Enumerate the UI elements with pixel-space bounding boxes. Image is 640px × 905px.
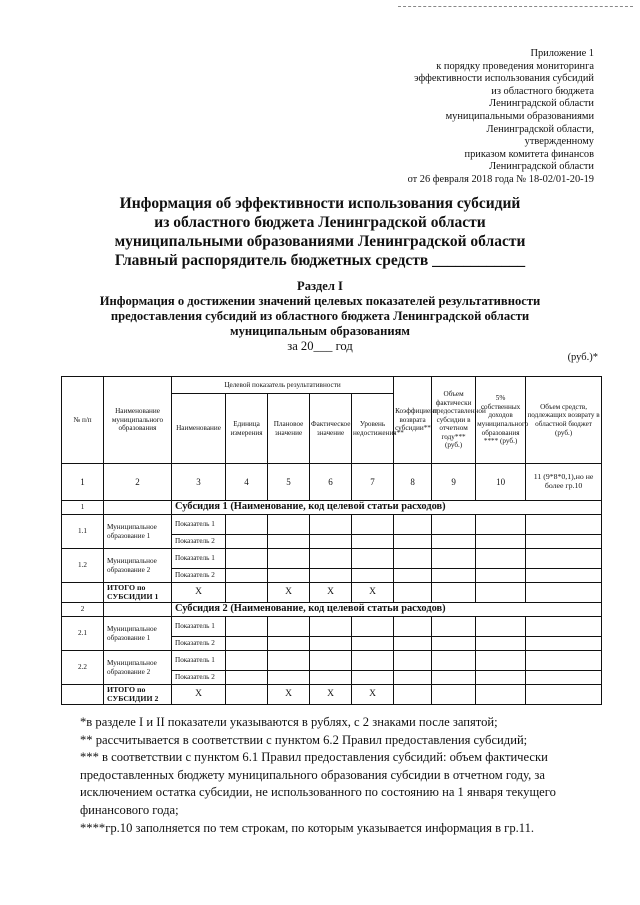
appendix-line: муниципальными образованиями: [445, 110, 594, 122]
empty-cell: [226, 549, 268, 569]
document-title: [90, 194, 550, 270]
empty-cell: [476, 515, 526, 535]
empty-cell: [476, 637, 526, 651]
subsidy-num: 2: [62, 603, 104, 617]
empty-cell: [352, 549, 394, 569]
title-line: муниципальными образованиями Ленинградской области: [114, 233, 526, 250]
empty-cell: [476, 671, 526, 685]
mo-name: Муниципальное образование 1: [104, 515, 172, 549]
empty-cell: [352, 569, 394, 583]
empty-cell: [352, 637, 394, 651]
empty-cell: [476, 651, 526, 671]
title-line: Главный распорядитель бюджетных средств ____________: [114, 252, 526, 269]
header-actual: Фактическое значение: [310, 394, 352, 464]
empty-cell: [394, 651, 432, 671]
empty-cell: [432, 637, 476, 651]
empty-cell: [352, 535, 394, 549]
row-num: 1.1: [62, 515, 104, 549]
empty-cell: [526, 671, 602, 685]
empty-cell: [268, 651, 310, 671]
header-coef: Коэффициент возврата субсидии**: [394, 377, 432, 464]
empty-cell: [310, 535, 352, 549]
col-number: 5: [268, 464, 310, 501]
empty-cell: [476, 569, 526, 583]
section-line: Информация о достижении значений целевых показателей результативности: [99, 294, 541, 308]
col-number: 6: [310, 464, 352, 501]
appendix-line: приказом комитета финансов: [464, 148, 594, 160]
empty-cell: [476, 685, 526, 705]
appendix-line: Ленинградской области: [489, 161, 594, 173]
x-mark: Х: [352, 685, 394, 705]
empty-cell: [432, 617, 476, 637]
header-mo-name: Наименование муниципального образования: [104, 377, 172, 464]
col-number: 3: [172, 464, 226, 501]
empty-cell: [268, 535, 310, 549]
section-line: предоставления субсидий из областного бюджета Ленинградской области: [110, 309, 530, 323]
col-number: 7: [352, 464, 394, 501]
empty-cell: [226, 637, 268, 651]
page-edge-mark: [398, 6, 633, 7]
subsidy-title: Субсидия 2 (Наименование, код целевой статьи расходов): [172, 603, 602, 617]
empty-cell: [226, 671, 268, 685]
empty-cell: [268, 549, 310, 569]
indicator-name: Показатель 1: [172, 515, 226, 535]
empty-cell: [432, 549, 476, 569]
mo-name: Муниципальное образование 2: [104, 549, 172, 583]
header-volume: Объем фактически предоставленной субсидии в отчетном году*** (руб.): [432, 377, 476, 464]
empty-cell: [310, 651, 352, 671]
col-number: 10: [476, 464, 526, 501]
appendix-line: утвержденному: [524, 136, 594, 148]
empty-cell: [476, 549, 526, 569]
mo-name: Муниципальное образование 1: [104, 617, 172, 651]
empty-cell: [352, 515, 394, 535]
empty-cell: [432, 583, 476, 603]
header-num: № п/п: [62, 377, 104, 464]
appendix-block: [294, 48, 594, 187]
empty-cell: [476, 617, 526, 637]
empty-cell: [268, 569, 310, 583]
footnote: ****гр.10 заполняется по тем строкам, по которым указывается информация в гр.11.: [80, 820, 535, 835]
row-num: 2.2: [62, 651, 104, 685]
empty-cell: [526, 651, 602, 671]
appendix-line: к порядку проведения мониторинга: [436, 60, 594, 72]
col-number: 8: [394, 464, 432, 501]
header-planned: Плановое значение: [268, 394, 310, 464]
header-unit: Единица измерения: [226, 394, 268, 464]
empty-cell: [268, 637, 310, 651]
title-line: Информация об эффективности использования субсидий: [119, 195, 521, 212]
footnote: *в разделе I и II показатели указываются в рублях, с 2 знаками после запятой;: [80, 715, 498, 729]
header-indicator-name: Наименование: [172, 394, 226, 464]
section-heading: Раздел I: [297, 279, 343, 293]
empty-cell: [226, 535, 268, 549]
empty-cell: [394, 515, 432, 535]
empty-cell: [476, 583, 526, 603]
indicator-name: Показатель 2: [172, 535, 226, 549]
x-mark: Х: [310, 583, 352, 603]
col-number: 4: [226, 464, 268, 501]
indicator-name: Показатель 2: [172, 637, 226, 651]
subsidy-num: 1: [62, 501, 104, 515]
empty-cell: [310, 515, 352, 535]
empty-cell: [226, 583, 268, 603]
empty-cell: [268, 617, 310, 637]
empty-cell: [352, 651, 394, 671]
row-num: 1.2: [62, 549, 104, 583]
x-mark: Х: [310, 685, 352, 705]
empty-cell: [394, 535, 432, 549]
footnote: ** рассчитывается в соответствии с пунктом 6.2 Правил предоставления субсидий;: [80, 732, 528, 747]
empty-cell: [352, 617, 394, 637]
empty-cell: [526, 583, 602, 603]
empty-cell: [62, 685, 104, 705]
x-mark: Х: [172, 685, 226, 705]
empty-cell: [432, 569, 476, 583]
empty-cell: [394, 637, 432, 651]
section-year: за 20___ год: [287, 339, 353, 353]
indicator-name: Показатель 2: [172, 671, 226, 685]
footnotes: [80, 714, 580, 837]
empty-cell: [268, 671, 310, 685]
header-own-funds: 5% собственных доходов муниципального образования **** (руб.): [476, 377, 526, 464]
empty-cell: [310, 671, 352, 685]
empty-cell: [226, 651, 268, 671]
x-mark: Х: [268, 583, 310, 603]
footnote: *** в соответствии с пунктом 6.1 Правил предоставления субсидий: объем фактически предоставленных бюджету муниципального образования субсидии в отчетном году, за исключением остатка субсидии, не использованного по состоянию на 1 января текущего финансового года;: [80, 750, 556, 817]
x-mark: Х: [172, 583, 226, 603]
col-number: 1: [62, 464, 104, 501]
header-level: Уровень недостижения**: [352, 394, 394, 464]
subsidy-title: Субсидия 1 (Наименование, код целевой статьи расходов): [172, 501, 602, 515]
empty-cell: [394, 617, 432, 637]
subsidy-table: [61, 376, 602, 705]
appendix-date-line: от 26 февраля 2018 года № 18-02/01-20-19: [407, 173, 594, 185]
appendix-line: Ленинградской области: [489, 98, 594, 110]
empty-cell: [432, 685, 476, 705]
indicator-name: Показатель 1: [172, 549, 226, 569]
col-number: 11 (9*8*0,1),но не более гр.10: [526, 464, 602, 501]
appendix-line: Ленинградской области,: [486, 123, 594, 135]
empty-cell: [394, 583, 432, 603]
empty-cell: [226, 515, 268, 535]
x-mark: Х: [268, 685, 310, 705]
title-line: из областного бюджета Ленинградской области: [154, 214, 486, 231]
col-number: 9: [432, 464, 476, 501]
header-refund: Объем средств, подлежащих возврату в областной бюджет (руб.): [526, 377, 602, 464]
empty-cell: [432, 535, 476, 549]
header-target-group: Целевой показатель результативности: [172, 377, 394, 394]
indicator-name: Показатель 2: [172, 569, 226, 583]
empty-cell: [394, 671, 432, 685]
empty-cell: [268, 515, 310, 535]
empty-cell: [526, 549, 602, 569]
empty-cell: [526, 617, 602, 637]
empty-cell: [526, 637, 602, 651]
empty-cell: [394, 569, 432, 583]
empty-cell: [310, 549, 352, 569]
indicator-name: Показатель 1: [172, 617, 226, 637]
mo-name: Муниципальное образование 2: [104, 651, 172, 685]
empty-cell: [432, 515, 476, 535]
empty-cell: [226, 685, 268, 705]
appendix-line: из областного бюджета: [491, 85, 594, 97]
empty-cell: [226, 569, 268, 583]
empty-cell: [104, 603, 172, 617]
empty-cell: [310, 569, 352, 583]
empty-cell: [432, 671, 476, 685]
appendix-line: эффективности использования субсидий: [414, 73, 594, 85]
empty-cell: [310, 637, 352, 651]
x-mark: Х: [352, 583, 394, 603]
empty-cell: [352, 671, 394, 685]
empty-cell: [526, 515, 602, 535]
empty-cell: [62, 583, 104, 603]
empty-cell: [310, 617, 352, 637]
indicator-name: Показатель 1: [172, 651, 226, 671]
row-num: 2.1: [62, 617, 104, 651]
appendix-line: Приложение 1: [530, 48, 594, 59]
empty-cell: [394, 685, 432, 705]
section-line: муниципальным образованиям: [230, 324, 410, 338]
empty-cell: [394, 549, 432, 569]
itogo-label: ИТОГО по СУБСИДИИ 1: [104, 583, 172, 603]
empty-cell: [226, 617, 268, 637]
empty-cell: [526, 569, 602, 583]
empty-cell: [432, 651, 476, 671]
empty-cell: [526, 685, 602, 705]
empty-cell: [104, 501, 172, 515]
col-number: 2: [104, 464, 172, 501]
empty-cell: [476, 535, 526, 549]
currency-note: (руб.)*: [567, 352, 598, 363]
section-heading-block: [60, 279, 580, 354]
empty-cell: [526, 535, 602, 549]
itogo-label: ИТОГО по СУБСИДИИ 2: [104, 685, 172, 705]
